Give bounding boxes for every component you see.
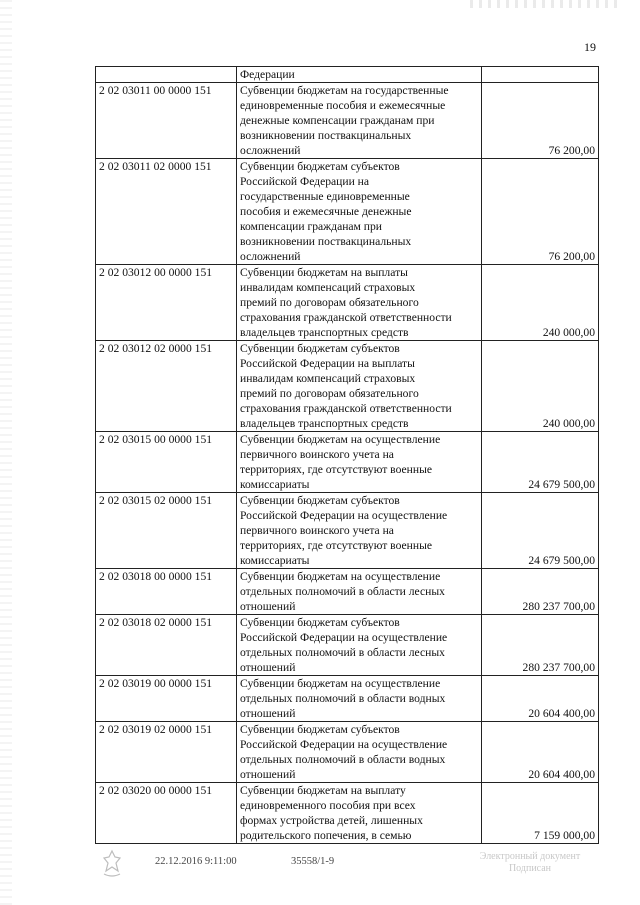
table-row [96,341,599,432]
row-name: Субвенции бюджетам на осуществление отдельных полномочий в области водных отношений [237,676,482,722]
row-amount: 280 237 700,00 [482,615,599,676]
row-code: 2 02 03015 00 0000 151 [96,432,237,493]
row-name: Субвенции бюджетам субъектов Российской Федерации на выплаты инвалидам компенсаций страховых премий по договорам обязательного страхования гражданской ответственности владельцев транспортных средств [237,341,482,432]
row-amount: 20 604 400,00 [482,676,599,722]
page-number: 19 [584,40,596,54]
seal-icon [100,849,124,879]
row-code: 2 02 03012 00 0000 151 [96,265,237,341]
scan-noise [470,0,620,8]
row-code: 2 02 03011 02 0000 151 [96,159,237,265]
row-amount: 24 679 500,00 [482,493,599,569]
row-code [96,67,237,83]
footer-timestamp: 22.12.2016 9:11:00 [155,856,237,867]
row-name: Субвенции бюджетам на выплаты инвалидам компенсаций страховых премий по договорам обязательного страхования гражданской ответственности владельцев транспортных средств [237,265,482,341]
table-row [96,783,599,844]
row-name: Субвенции бюджетам на осуществление отдельных полномочий в области лесных отношений [237,569,482,615]
table-row [96,432,599,493]
row-code: 2 02 03011 00 0000 151 [96,83,237,159]
row-code: 2 02 03018 02 0000 151 [96,615,237,676]
footer-watermark: Электронный документ Подписан [479,851,581,874]
row-amount: 240 000,00 [482,265,599,341]
row-name: Субвенции бюджетам субъектов Российской Федерации на осуществление первичного воинского учета на территориях, где отсутствуют военные комиссариаты [237,493,482,569]
table-row [96,722,599,783]
footer-doc-number: 35558/1-9 [291,856,335,867]
table-row [96,159,599,265]
row-amount: 7 159 000,00 [482,783,599,844]
row-code: 2 02 03012 02 0000 151 [96,341,237,432]
table-row [96,676,599,722]
row-amount: 20 604 400,00 [482,722,599,783]
table-row [96,569,599,615]
row-code: 2 02 03019 00 0000 151 [96,676,237,722]
row-amount: 76 200,00 [482,159,599,265]
row-amount: 240 000,00 [482,341,599,432]
row-amount [482,67,599,83]
row-name: Федерации [237,67,482,83]
row-code: 2 02 03019 02 0000 151 [96,722,237,783]
row-amount: 76 200,00 [482,83,599,159]
table-row [96,493,599,569]
table-body [96,67,599,844]
table-row [96,615,599,676]
row-code: 2 02 03015 02 0000 151 [96,493,237,569]
row-amount: 280 237 700,00 [482,569,599,615]
row-name: Субвенции бюджетам на выплату единовременного пособия при всех формах устройства детей, лишенных родительского попечения, в семью [237,783,482,844]
row-name: Субвенции бюджетам на осуществление первичного воинского учета на территориях, где отсутствуют военные комиссариаты [237,432,482,493]
row-name: Субвенции бюджетам субъектов Российской Федерации на государственные единовременные пособия и ежемесячные денежные компенсации гражданам при возникновении поствакцинальных осложнений [237,159,482,265]
row-amount: 24 679 500,00 [482,432,599,493]
table-row [96,67,599,83]
row-name: Субвенции бюджетам на государственные единовременные пособия и ежемесячные денежные компенсации гражданам при возникновении поствакцинальных осложнений [237,83,482,159]
scan-edge [0,0,12,905]
row-name: Субвенции бюджетам субъектов Российской Федерации на осуществление отдельных полномочий в области водных отношений [237,722,482,783]
table-row [96,265,599,341]
budget-table [95,66,599,844]
table-row [96,83,599,159]
row-code: 2 02 03020 00 0000 151 [96,783,237,844]
row-name: Субвенции бюджетам субъектов Российской Федерации на осуществление отдельных полномочий в области лесных отношений [237,615,482,676]
row-code: 2 02 03018 00 0000 151 [96,569,237,615]
